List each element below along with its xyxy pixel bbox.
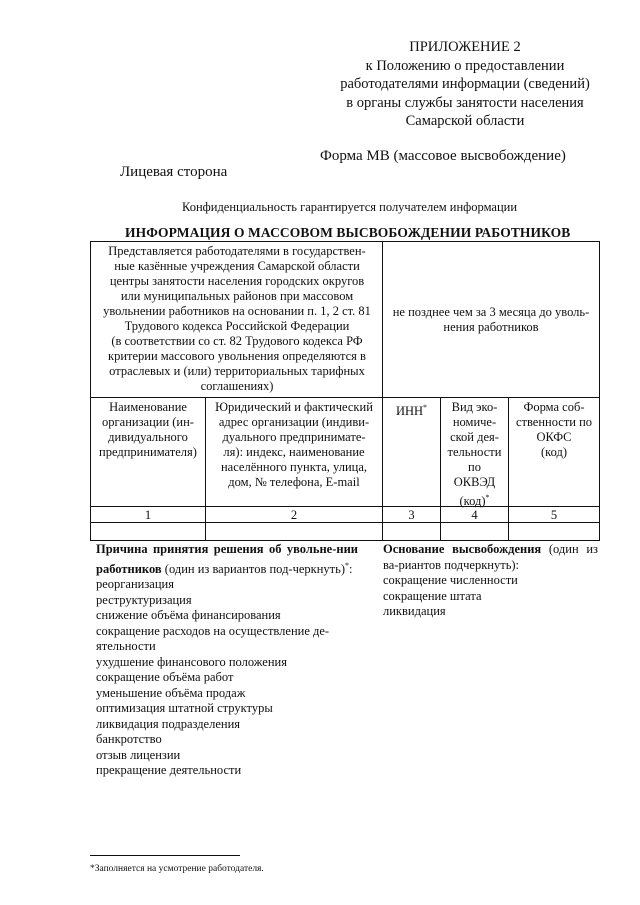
input-cell-name[interactable] [91,523,205,540]
reason-option[interactable]: реструктуризация [96,592,192,607]
appendix-line: Самарской области [405,113,525,129]
reason-option[interactable]: банкротство [96,732,162,747]
intro-line: критерии массового увольнения определяются в [108,349,366,363]
reason-option[interactable]: снижение объёма финансирования [96,608,281,623]
deadline-line: нения работников [443,320,539,334]
intro-line: отраслевых и (или) территориальных тарифных [109,364,365,378]
column-number: 1 [144,508,152,522]
reason-option[interactable]: реорганизация [96,577,174,592]
column-header-address: Юридический и фактический адрес организации (индиви- дуального предпринимате- ля): индекс, наименование населённого пункта, улица, дом, № телефона, E-mail [215,400,373,489]
reasons-heading: Причина принятия решения об увольне-нии работников (один из вариантов под-черкнуть)*: [96,542,358,576]
confidentiality-note: Конфиденциальность гарантируется получателем информации [182,200,518,214]
reasons-note: (один из вариантов под-черкнуть) [164,561,346,576]
intro-line: соглашениях) [200,379,274,393]
appendix-line: работодателями информации (сведений) [340,76,590,92]
column-header-inn: ИНН* [395,403,428,419]
reason-option[interactable]: прекращение деятельности [96,763,242,778]
intro-line: или муниципальных районов при массовом [120,289,354,303]
table-rule [382,242,383,397]
reason-option[interactable]: сокращение объёма работ [96,670,234,685]
deadline-text [384,305,598,335]
column-number: 5 [550,508,558,522]
appendix-line: в органы службы занятости населения [346,94,584,111]
reason-option[interactable]: ликвидация подразделения [96,716,241,731]
deadline-line: не позднее чем за 3 месяца до уволь- [392,305,590,319]
input-cell-okved[interactable] [441,523,508,540]
input-cell-address[interactable] [206,523,382,540]
column-number: 4 [471,508,478,522]
intro-line: увольнении работников на основании п. 1, 2 ст. 81 [103,304,371,318]
intro-line: Трудового кодекса Российской Федерации [124,319,350,333]
footnote-divider [90,855,240,856]
basis-section [383,542,598,620]
input-cell-inn[interactable] [383,523,440,540]
basis-heading [383,542,598,573]
intro-text [93,244,381,394]
appendix-header [300,38,630,131]
column-header-name: Наименование организации (ин- дивидуального предпринимателя) [99,400,197,459]
basis-option[interactable]: сокращение штата [383,588,482,603]
basis-title: Основание высвобождения [383,542,542,556]
column-header-okved: Вид эко- номиче- ской дея- тельности по ОКВЭД (код)* [447,400,502,509]
reason-option[interactable]: уменьшение объёма продаж [96,685,246,700]
footnote-mark: * [485,493,490,502]
reasons-title: Причина принятия решения об увольне-нии работников [96,542,358,576]
employer-info-table [90,241,600,541]
page-side-label: Лицевая сторона [120,164,228,180]
basis-option[interactable]: ликвидация [383,604,446,618]
reason-option[interactable]: оптимизация штатной структуры [96,701,273,716]
intro-line: центры занятости населения городских округов [109,274,365,288]
footnote: *Заполняется на усмотрение работодателя. [90,864,264,874]
basis-note: (один из ва-риантов подчеркнуть): [383,542,598,572]
reason-option-cont[interactable]: ятельности [96,639,156,654]
footnote-mark: * [423,403,428,412]
intro-line: Представляется работодателями в государствен- [108,244,366,258]
column-number: 2 [290,508,298,522]
reason-option[interactable]: ухудшение финансового положения [96,654,287,669]
column-number: 3 [408,508,415,522]
table-rule [91,506,599,507]
appendix-line: к Положению о предоставлении [365,57,565,74]
basis-option[interactable]: сокращение численности [383,573,518,587]
intro-line: (в соответствии со ст. 82 Трудового кодекса РФ [111,334,363,348]
reason-option[interactable]: отзыв лицензии [96,747,181,762]
input-cell-okfs[interactable] [509,523,599,540]
reasons-section [96,542,358,779]
page-title: ИНФОРМАЦИЯ О МАССОВОМ ВЫСВОБОЖДЕНИИ РАБОТНИКОВ [125,225,571,240]
table-rule [91,397,599,398]
intro-line: ные казённые учреждения Самарской области [114,259,360,273]
form-name: Форма МВ (массовое высвобождение) [320,148,566,164]
footnote-mark: * [345,560,350,570]
reason-option[interactable]: сокращение расходов на осуществление де- [96,623,330,638]
column-header-okfs: Форма соб- ственности по ОКФС (код) [515,400,593,459]
appendix-line: ПРИЛОЖЕНИЕ 2 [409,39,521,55]
